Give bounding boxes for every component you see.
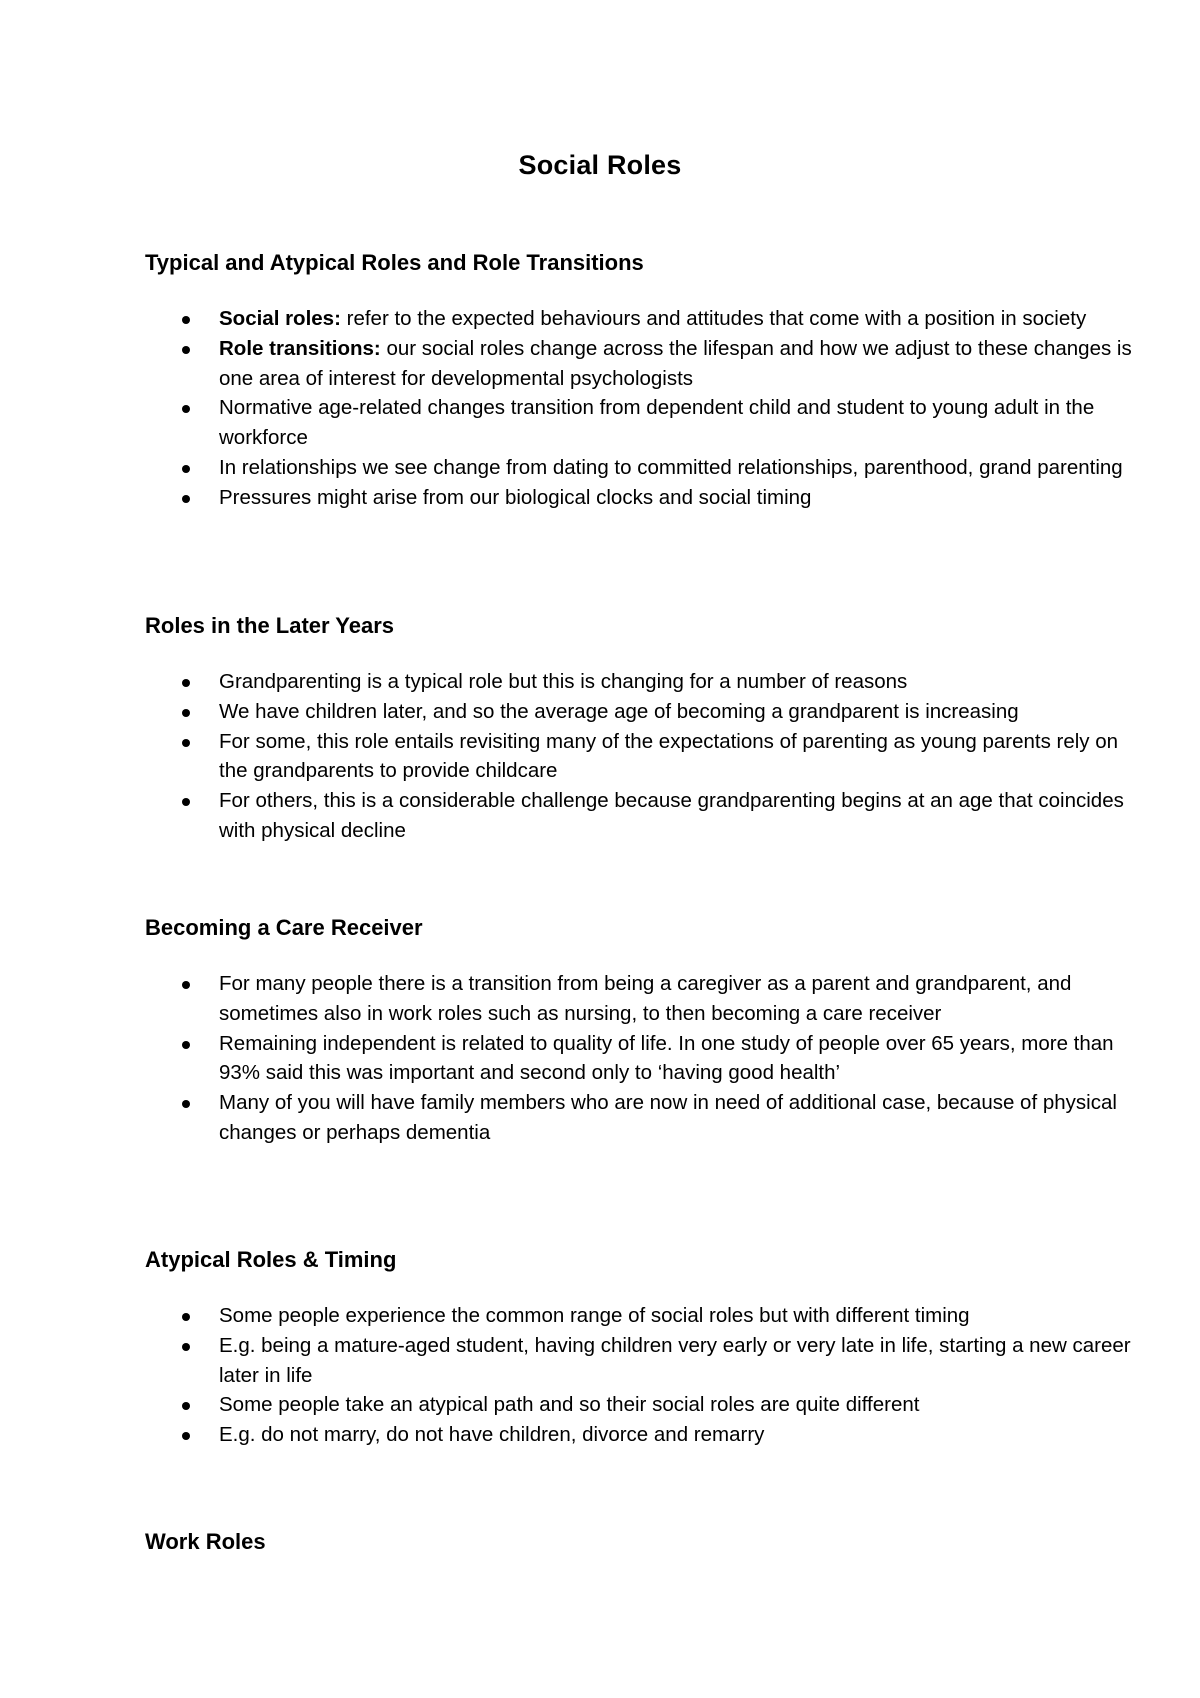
list-item (145, 697, 1135, 727)
list-item (145, 1088, 1135, 1148)
list-item (145, 1301, 1135, 1331)
section-heading: Roles in the Later Years (145, 613, 395, 638)
bullet-icon (182, 1343, 190, 1351)
list-item (145, 393, 1135, 453)
bullet-list (145, 667, 1124, 846)
item-text: We have children later, and so the average age of becoming a grandparent is increasing (219, 699, 1019, 723)
item-term: Role transitions: (219, 336, 381, 360)
section-atypical-roles-timing (145, 1245, 1131, 1450)
bullet-list (145, 1301, 1131, 1450)
bullet-icon (182, 346, 190, 354)
bullet-icon (182, 1402, 190, 1410)
list-item (145, 1420, 1135, 1450)
bullet-icon (182, 739, 190, 747)
list-item (145, 1390, 1135, 1420)
section-heading: Typical and Atypical Roles and Role Transitions (145, 250, 644, 275)
bullet-list (145, 969, 1117, 1148)
item-text: our social roles change across the lifespan and how we adjust to these changes is one area of interest for developmental psychologists (219, 336, 1132, 390)
list-item (145, 727, 1135, 787)
item-text: Pressures might arise from our biological clocks and social timing (219, 485, 812, 509)
list-item (145, 453, 1135, 483)
bullet-icon (182, 679, 190, 687)
item-text: E.g. do not marry, do not have children, divorce and remarry (219, 1423, 765, 1447)
list-item (145, 1029, 1135, 1089)
section-care-receiver (145, 913, 1117, 1148)
list-item (145, 483, 1135, 513)
item-text: Grandparenting is a typical role but this is changing for a number of reasons (219, 670, 908, 693)
bullet-icon (182, 1432, 190, 1440)
item-term: Social roles: (219, 307, 341, 330)
section-work-roles (145, 1527, 1095, 1557)
item-text: Some people take an atypical path and so their social roles are quite different (219, 1393, 920, 1417)
bullet-icon (182, 495, 190, 503)
item-text: Normative age-related changes transition from dependent child and student to young adult in the workforce (219, 396, 1095, 450)
section-heading: Atypical Roles & Timing (145, 1247, 397, 1272)
item-text: For some, this role entails revisiting many of the expectations of parenting as young parents rely on the grandparents to provide childcare (219, 729, 1119, 783)
item-text: For others, this is a considerable challenge because grandparenting begins at an age that coincides with physical decline (219, 789, 1124, 842)
bullet-icon (182, 465, 190, 473)
list-item (145, 304, 1135, 334)
section-heading: Work Roles (145, 1529, 266, 1554)
item-text: Remaining independent is related to quality of life. In one study of people over 65 years, more than 93% said this was important and second only to ‘having good health’ (219, 1031, 1114, 1085)
item-text: Some people experience the common range of social roles but with different timing (219, 1304, 970, 1327)
item-text: refer to the expected behaviours and attitudes that come with a position in society (340, 307, 1087, 330)
item-text: In relationships we see change from dating to committed relationships, parenthood, grand parenting (219, 455, 1123, 479)
bullet-icon (182, 798, 190, 806)
section-typical-atypical-roles (145, 248, 1132, 513)
bullet-icon (182, 405, 190, 413)
item-text: For many people there is a transition from being a caregiver as a parent and grandparent, and sometimes also in work roles such as nursing, to then becoming a care receiver (219, 972, 1072, 1025)
bullet-list (145, 304, 1132, 513)
list-item (145, 667, 1135, 697)
bullet-icon (182, 316, 190, 324)
bullet-icon (182, 1100, 190, 1108)
list-item (145, 786, 1135, 846)
bullet-icon (182, 709, 190, 717)
list-item (145, 969, 1135, 1029)
bullet-icon (182, 1041, 190, 1049)
bullet-icon (182, 1313, 190, 1321)
section-heading: Becoming a Care Receiver (145, 915, 423, 940)
item-text: E.g. being a mature-aged student, having children very early or very late in life, starting a new career later in life (219, 1333, 1131, 1387)
list-item (145, 1331, 1135, 1391)
list-item (145, 334, 1135, 394)
bullet-icon (182, 981, 190, 989)
page-title: Social Roles (518, 150, 682, 180)
item-text: Many of you will have family members who are now in need of additional case, because of physical changes or perhaps dementia (219, 1091, 1117, 1144)
section-roles-later-years (145, 611, 1124, 846)
